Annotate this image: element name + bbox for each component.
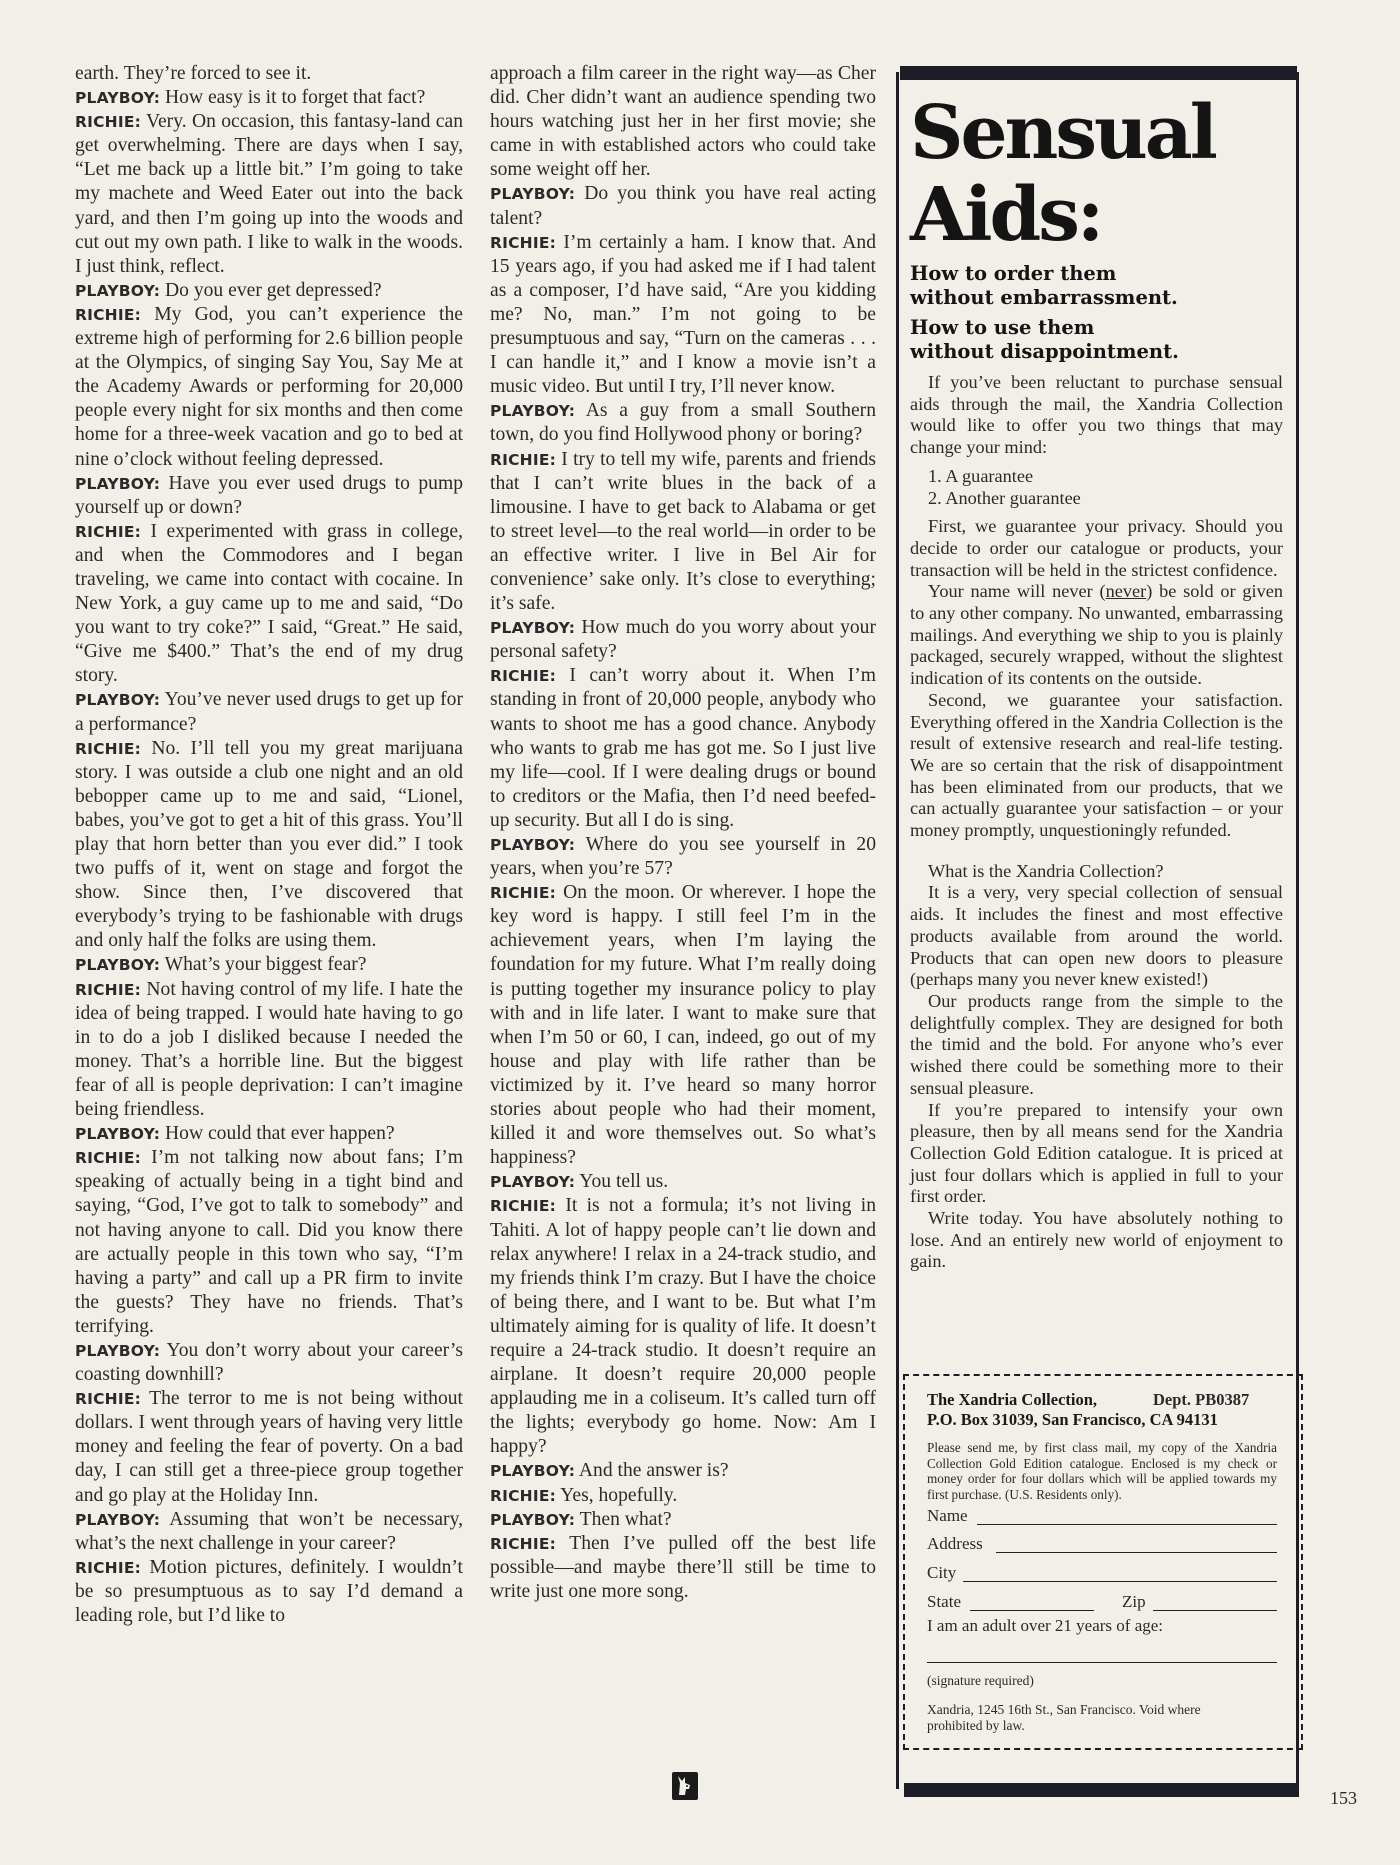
speech-text: My God, you can’t experience the extreme high of performing for 2.6 billion people at the Olympics, of singing Say You, Say Me at the Academy Awards or performing for 20,000 people every night for six months and then come home for a three-week vacation and go to bed at nine o’clock without feeling depressed. bbox=[75, 303, 463, 470]
city-field[interactable] bbox=[963, 1581, 1277, 1582]
speaker-label: RICHIE: bbox=[75, 739, 142, 758]
subhead-2-line-b: without disappointment. bbox=[910, 340, 1179, 363]
playboy-bunny-icon bbox=[672, 1772, 698, 1800]
ad-paragraph: It is a very, very special collection of sensual aids. It includes the finest and most effective products available from around the world. Products that can open new doors to pleasure (perhaps many you never knew existed!) bbox=[910, 882, 1283, 990]
speaker-label: PLAYBOY: bbox=[75, 1510, 161, 1529]
speech-text: earth. They’re forced to see it. bbox=[75, 63, 312, 84]
name-label: Name bbox=[927, 1506, 968, 1525]
interview-paragraph bbox=[75, 472, 463, 520]
speaker-label: PLAYBOY: bbox=[490, 185, 576, 204]
interview-paragraph bbox=[75, 62, 463, 86]
speech-text: The terror to me is not being without dollars. I went through years of having very little money and feeling the fear of poverty. On a bad day, I can still get a three-piece group together and go play at the Holiday Inn. bbox=[75, 1388, 463, 1506]
interview-paragraph bbox=[490, 231, 876, 400]
speech-text: Assuming that won’t be necessary, what’s the next challenge in your career? bbox=[75, 1508, 463, 1554]
speaker-label: PLAYBOY: bbox=[75, 1125, 161, 1144]
speech-text: Do you think you have real acting talent? bbox=[490, 183, 876, 229]
interview-paragraph bbox=[490, 881, 876, 1170]
interview-paragraph bbox=[75, 520, 463, 689]
speech-text: Where do you see yourself in 20 years, when you’re 57? bbox=[490, 834, 876, 880]
interview-paragraph bbox=[75, 1122, 463, 1146]
speech-text: Not having control of my life. I hate the idea of being trapped. I would hate having to go in to do a job I disliked because I needed the money. That’s a horrible line. But the biggest fear of all is people deprivation: I can’t imagine being friendless. bbox=[75, 978, 463, 1121]
speech-text: How could that ever happen? bbox=[160, 1123, 395, 1145]
interview-paragraph bbox=[490, 448, 876, 617]
city-label: City bbox=[927, 1563, 957, 1582]
interview-paragraph bbox=[75, 737, 463, 954]
interview-paragraph bbox=[490, 1532, 876, 1604]
signature-field[interactable] bbox=[927, 1662, 1277, 1663]
speech-text: You tell us. bbox=[575, 1171, 669, 1193]
interview-paragraph bbox=[490, 833, 876, 881]
list-item: 2. Another guarantee bbox=[928, 487, 1081, 508]
speech-text: approach a film career in the right way—as Cher did. Cher didn’t want an audience spending two hours watching just her in her first movie; she came in with established actors who could take some weight off her. bbox=[490, 63, 876, 181]
interview-paragraph bbox=[490, 1508, 876, 1532]
speech-text: On the moon. Or wherever. I hope the key word is happy. I still feel I’m in the achievement years, when I’m laying the foundation for my future. What I’m really doing is putting together my insurance policy to play with and in life later. I want to make sure that when I’m 50 or 60, I can, indeed, go out of my house and play with life rather than be victimized by it. I’ve heard so many horror stories about people who had their moment, killed it and wore themselves out. So what’s happiness? bbox=[490, 882, 876, 1169]
speech-text: I try to tell my wife, parents and friends that I can’t write blues in the back of a limousine. I have to get back to Alabama or get to street level—to the real world—in order to be an effective writer. I live in Bel Air for convenience’ sake only. It’s close to everything; it’s safe. bbox=[490, 448, 876, 615]
speaker-label: PLAYBOY: bbox=[75, 281, 161, 300]
speaker-label: RICHIE: bbox=[75, 305, 142, 324]
underlined-word: never bbox=[1105, 581, 1147, 602]
interview-paragraph bbox=[490, 1170, 876, 1194]
speaker-label: PLAYBOY: bbox=[490, 402, 576, 421]
interview-paragraph bbox=[75, 86, 463, 110]
interview-paragraph bbox=[75, 1339, 463, 1387]
ad-paragraph bbox=[910, 581, 1283, 690]
speaker-label: PLAYBOY: bbox=[490, 1462, 576, 1481]
speech-text: It is not a formula; it’s not living in Tahiti. A lot of happy people can’t lie down and relax anywhere! I relax in a 24-track studio, and my friends think I’m crazy. But I have the choice of being there, and I want to be. But what I’m ultimately aiming for is quality of life. It doesn’t require a 24-track studio. It doesn’t require an airplane. It doesn’t require 20,000 people applauding me in a coliseum. It’s called turn off the lights; everybody go home. Now: Am I happy? bbox=[490, 1195, 876, 1458]
text-span: Your name will never ( bbox=[928, 581, 1106, 602]
speech-text: Motion pictures, definitely. I wouldn’t be so presumptuous as to say I’d demand a leading role, but I’d like to bbox=[75, 1556, 463, 1626]
speaker-label: RICHIE: bbox=[75, 1149, 142, 1168]
speaker-label: RICHIE: bbox=[75, 1390, 142, 1409]
interview-column-2 bbox=[490, 62, 876, 1604]
order-coupon bbox=[903, 1374, 1303, 1750]
speech-text: How much do you worry about your personal safety? bbox=[490, 617, 876, 663]
interview-paragraph bbox=[75, 279, 463, 303]
coupon-text: Please send me, by first class mail, my copy of the Xandria Collection Gold Edition catalogue. Enclosed is my check or money order for four dollars which will be applied towards my first purchase. (U.S. Residents only). bbox=[927, 1440, 1277, 1502]
interview-paragraph bbox=[490, 182, 876, 230]
interview-paragraph bbox=[490, 1459, 876, 1483]
interview-paragraph bbox=[75, 978, 463, 1123]
coupon-address: P.O. Box 31039, San Francisco, CA 94131 bbox=[927, 1410, 1218, 1429]
subhead-2-line-a: How to use them bbox=[910, 316, 1095, 339]
interview-paragraph bbox=[75, 1556, 463, 1628]
ad-paragraph: If you’ve been reluctant to purchase sensual aids through the mail, the Xandria Collection would like to offer you two things that may change your mind: bbox=[910, 372, 1283, 458]
interview-paragraph bbox=[490, 1484, 876, 1508]
state-field[interactable] bbox=[970, 1610, 1094, 1611]
interview-paragraph bbox=[490, 399, 876, 447]
interview-paragraph bbox=[75, 110, 463, 279]
ad-subhead-1 bbox=[910, 262, 1178, 310]
interview-paragraph bbox=[490, 616, 876, 664]
speaker-label: RICHIE: bbox=[75, 980, 142, 999]
speaker-label: RICHIE: bbox=[490, 1197, 557, 1216]
subhead-1-line-b: without embarrassment. bbox=[910, 286, 1178, 309]
interview-paragraph bbox=[75, 1387, 463, 1507]
speech-text: Then what? bbox=[575, 1508, 672, 1530]
speaker-label: PLAYBOY: bbox=[75, 956, 161, 975]
name-field[interactable] bbox=[977, 1524, 1277, 1525]
list-item: 1. A guarantee bbox=[928, 465, 1034, 486]
state-label: State bbox=[927, 1592, 961, 1611]
speaker-label: RICHIE: bbox=[75, 1558, 142, 1577]
age-statement: I am an adult over 21 years of age: bbox=[927, 1616, 1164, 1635]
coupon-company: The Xandria Collection, bbox=[927, 1390, 1098, 1409]
ad-paragraph: Second, we guarantee your satisfaction. Everything offered in the Xandria Collection is the result of extensive research and real-life testing. We are so certain that the risk of disappointment has been eliminated from our products, that we can actually guarantee your satisfaction – or your money promptly, unquestioningly refunded. bbox=[910, 689, 1283, 841]
speech-text: Very. On occasion, this fantasy-land can get overwhelming. There are days when I say, “Let me back up a little bit.” I’m going to take my machete and Weed Eater out into the back yard, and then I’m going up into the woods and cut out my own path. I like to walk in the woods. I just think, reflect. bbox=[75, 111, 463, 277]
zip-field[interactable] bbox=[1153, 1610, 1277, 1611]
speaker-label: RICHIE: bbox=[490, 233, 557, 252]
speech-text: I experimented with grass in college, and when the Commodores and I began traveling, we came into contact with cocaine. In New York, a guy came up to me and said, “Do you want to try coke?” I said, “Great.” He said, “Give me $400.” That’s the end of my drug story. bbox=[75, 520, 463, 687]
page-number: 153 bbox=[1330, 1788, 1357, 1808]
zip-label: Zip bbox=[1122, 1592, 1146, 1611]
speaker-label: RICHIE: bbox=[490, 884, 557, 903]
ad-paragraph: Write today. You have absolutely nothing to lose. And an entirely new world of enjoyment to gain. bbox=[910, 1208, 1283, 1272]
speech-text: As a guy from a small Southern town, do you find Hollywood phony or boring? bbox=[490, 400, 876, 446]
speech-text: No. I’ll tell you my great marijuana story. I was outside a club one night and an old bebopper came up to me and said, “Lionel, babes, you’ve got to get a hit of this grass. You’ll play that horn better than you ever did.” I took two puffs of it, went on stage and forgot the show. Since then, I’ve discovered that everybody’s trying to be fashionable with drugs and only half the folks are using them. bbox=[75, 737, 463, 952]
speaker-label: RICHIE: bbox=[490, 1486, 557, 1505]
speaker-label: PLAYBOY: bbox=[490, 619, 576, 638]
speaker-label: RICHIE: bbox=[75, 113, 142, 132]
coupon-dept: Dept. PB0387 bbox=[1153, 1390, 1250, 1409]
interview-paragraph bbox=[490, 1194, 876, 1459]
interview-paragraph bbox=[75, 953, 463, 977]
speech-text: How easy is it to forget that fact? bbox=[160, 87, 426, 109]
ad-question: What is the Xandria Collection? bbox=[928, 860, 1164, 881]
speech-text: I can’t worry about it. When I’m standing in front of 20,000 people, anybody who wants to shoot me has a good chance. Anybody who wants to grab me has got me. So I just live my life—cool. If I were dealing drugs or bound to creditors or the Mafia, then I’d need beefed-up security. But all I do is sing. bbox=[490, 665, 876, 831]
speech-text: Yes, hopefully. bbox=[556, 1484, 678, 1506]
speech-text: Have you ever used drugs to pump yourself up or down? bbox=[75, 472, 463, 518]
speech-text: I’m not talking now about fans; I’m speaking of actually being in a tight bind and saying, “God, I’ve got to talk to somebody” and not having anyone to call. Did you know there are actually people in this town who say, “I’m having a party” and call up a PR firm to invite the guests? They have no friends. That’s terrifying. bbox=[75, 1147, 463, 1337]
interview-paragraph bbox=[490, 62, 876, 182]
speaker-label: PLAYBOY: bbox=[75, 89, 161, 108]
ad-subhead-2 bbox=[910, 316, 1179, 364]
interview-paragraph bbox=[75, 688, 463, 736]
interview-paragraph bbox=[490, 664, 876, 833]
speech-text: Then I’ve pulled off the best life possible—and maybe there’ll still be time to write just one more song. bbox=[490, 1532, 876, 1602]
headline-line-2: Aids: bbox=[910, 172, 1102, 258]
address-field[interactable] bbox=[996, 1552, 1277, 1553]
speaker-label: PLAYBOY: bbox=[490, 1510, 576, 1529]
interview-paragraph bbox=[75, 303, 463, 472]
speaker-label: RICHIE: bbox=[490, 1534, 557, 1553]
interview-column-1 bbox=[75, 62, 463, 1628]
speaker-label: RICHIE: bbox=[490, 450, 557, 469]
ad-paragraph: If you’re prepared to intensify your own pleasure, then by all means send for the Xandria Collection Gold Edition catalogue. It is priced at just four dollars which is applied in full to your first order. bbox=[910, 1099, 1283, 1207]
speaker-label: RICHIE: bbox=[75, 522, 142, 541]
speaker-label: PLAYBOY: bbox=[75, 1341, 161, 1360]
guarantee-list bbox=[928, 466, 1283, 509]
speaker-label: PLAYBOY: bbox=[75, 474, 161, 493]
speech-text: Do you ever get depressed? bbox=[160, 279, 382, 301]
xandria-advertisement bbox=[896, 66, 1299, 1797]
signature-label: (signature required) bbox=[927, 1673, 1034, 1688]
ad-headline bbox=[910, 92, 1215, 256]
speech-text: And the answer is? bbox=[575, 1460, 729, 1482]
speech-text: You don’t worry about your career’s coasting downhill? bbox=[75, 1339, 463, 1386]
text-span: ) be sold or given to any other company. No unwanted, embarrassing mailings. And everything we ship to you is plainly packaged, securely wrapped, without the slightest indication of its contents on the outside. bbox=[910, 581, 1283, 689]
ad-bottom-bar bbox=[904, 1783, 1299, 1797]
interview-paragraph bbox=[75, 1508, 463, 1556]
ad-body bbox=[910, 372, 1283, 1273]
speaker-label: PLAYBOY: bbox=[75, 691, 161, 710]
coupon-footer: Xandria, 1245 16th St., San Francisco. Void where prohibited by law. bbox=[927, 1702, 1201, 1733]
headline-line-1: Sensual bbox=[910, 90, 1215, 176]
speech-text: I’m certainly a ham. I know that. And 15 years ago, if you had asked me if I had talent as a composer, I’d have said, “Are you kidding me? No, man.” I’m not going to be presumptuous and say, “Turn on the cameras . . . I can handle it,” and I know a movie isn’t a music video. But until I try, I’ll never know. bbox=[490, 231, 876, 398]
address-label: Address bbox=[927, 1534, 983, 1553]
subhead-1-line-a: How to order them bbox=[910, 262, 1117, 285]
speaker-label: PLAYBOY: bbox=[490, 1173, 576, 1192]
ad-paragraph: First, we guarantee your privacy. Should you decide to order our catalogue or products, your transaction will be held in the strictest confidence. bbox=[910, 516, 1283, 580]
interview-paragraph bbox=[75, 1146, 463, 1339]
speaker-label: PLAYBOY: bbox=[490, 836, 576, 854]
speech-text: You’ve never used drugs to get up for a performance? bbox=[75, 689, 463, 735]
ad-paragraph: Our products range from the simple to the delightfully complex. They are designed for both the timid and the bold. For anyone who’s ever wished there could be something more to their sensual pleasure. bbox=[910, 990, 1283, 1098]
speaker-label: RICHIE: bbox=[490, 667, 557, 686]
speech-text: What’s your biggest fear? bbox=[160, 954, 367, 976]
